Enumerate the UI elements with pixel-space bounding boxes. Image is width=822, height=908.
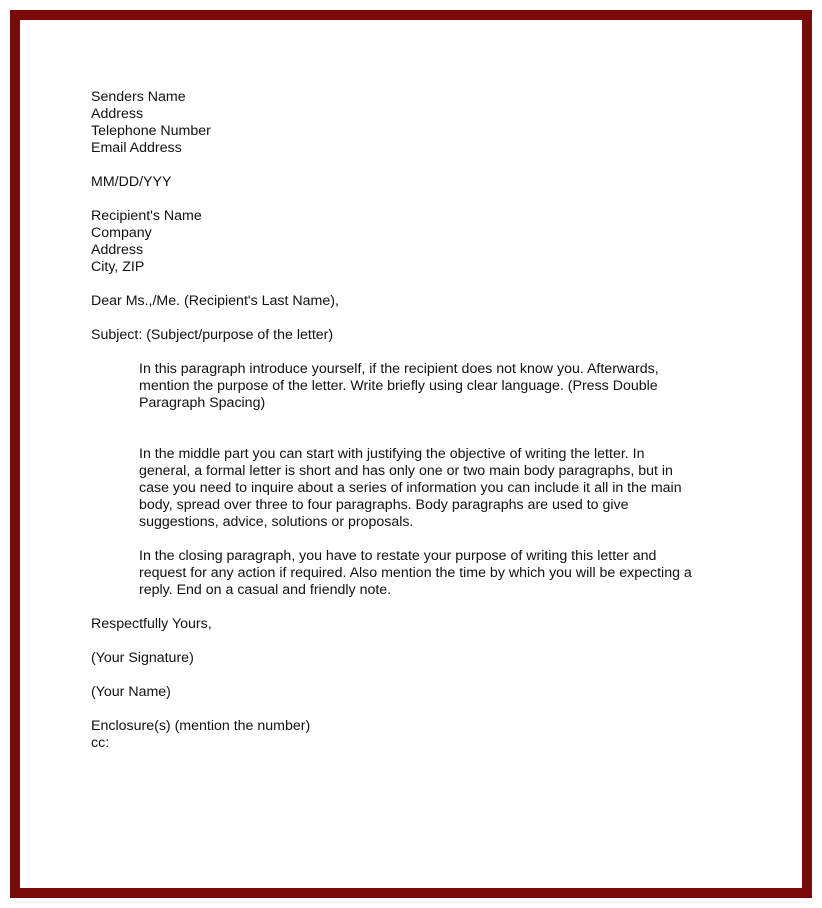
recipient-company: Company: [91, 225, 152, 241]
paragraph-line: Paragraph Spacing): [139, 395, 266, 411]
letter-date: MM/DD/YYY: [91, 174, 172, 190]
recipient-name: Recipient's Name: [91, 208, 202, 224]
salutation: Dear Ms.,/Me. (Recipient's Last Name),: [91, 293, 339, 309]
sender-block: [91, 89, 731, 157]
paragraph-line: suggestions, advice, solutions or proposals.: [139, 514, 414, 530]
complimentary-close: Respectfully Yours,: [91, 616, 212, 632]
paragraph-line: body, spread over three to four paragraphs. Body paragraphs are used to give: [139, 497, 629, 513]
closing-paragraph: [139, 548, 719, 599]
paragraph-line: general, a formal letter is short and has only one or two main body paragraphs, but in: [139, 463, 673, 479]
paragraph-line: case you need to inquire about a series of information you can include it all in the main: [139, 480, 682, 496]
paragraph-line: request for any action if required. Also mention the time by which you will be expecting a: [139, 565, 692, 581]
paragraph-line: In the middle part you can start with justifying the objective of writing the letter. In: [139, 446, 645, 462]
signature-placeholder: (Your Signature): [91, 650, 194, 666]
paragraph-line: In the closing paragraph, you have to restate your purpose of writing this letter and: [139, 548, 657, 564]
recipient-city-zip: City, ZIP: [91, 259, 145, 275]
middle-paragraph: [139, 446, 719, 531]
paragraph-line: In this paragraph introduce yourself, if the recipient does not know you. Afterwards,: [139, 361, 659, 377]
sender-telephone: Telephone Number: [91, 123, 211, 139]
paragraph-line: reply. End on a casual and friendly note.: [139, 582, 392, 598]
your-name-placeholder: (Your Name): [91, 684, 171, 700]
sender-email: Email Address: [91, 140, 182, 156]
recipient-address: Address: [91, 242, 144, 258]
sender-name: Senders Name: [91, 89, 186, 105]
sender-address: Address: [91, 106, 144, 122]
cc-line: cc:: [91, 735, 110, 751]
paragraph-line: mention the purpose of the letter. Write briefly using clear language. (Press Double: [139, 378, 658, 394]
letter-document: [91, 89, 731, 752]
recipient-block: [91, 208, 731, 276]
enclosure-line: Enclosure(s) (mention the number): [91, 718, 311, 734]
intro-paragraph: [139, 361, 719, 412]
subject-line: Subject: (Subject/purpose of the letter): [91, 327, 334, 343]
